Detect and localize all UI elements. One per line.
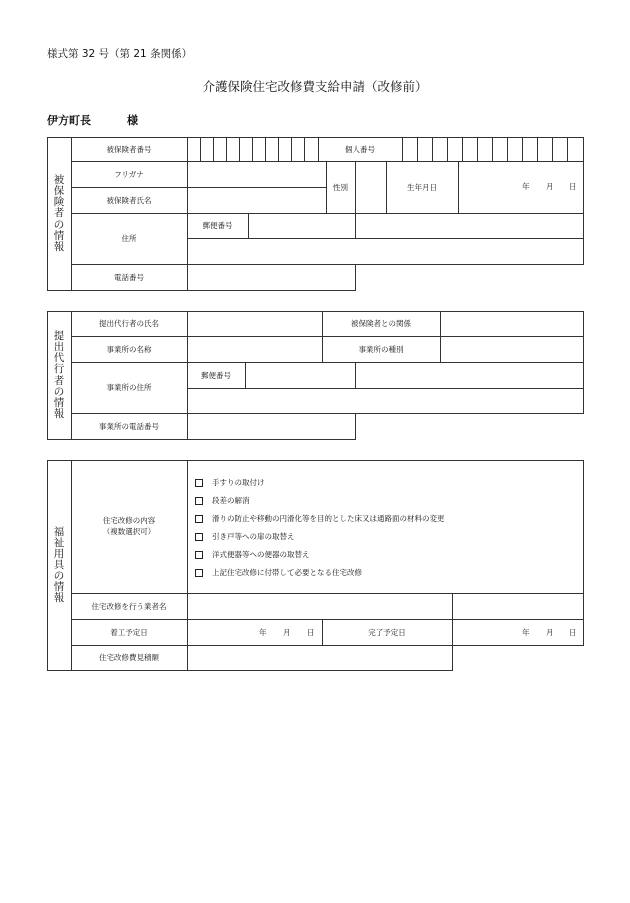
checkbox-icon[interactable] — [195, 551, 203, 559]
agent-name-field[interactable] — [188, 312, 322, 336]
office-postal-label: 郵便番号 — [201, 370, 231, 380]
end-date-field[interactable] — [453, 620, 583, 645]
postal-code-label: 郵便番号 — [202, 221, 233, 230]
checkbox-icon[interactable] — [195, 533, 203, 541]
end-day-unit: 日 — [569, 628, 577, 637]
insured-side-label: 被 保 険 者 の 情 報 — [53, 174, 65, 253]
estimate-field[interactable] — [188, 646, 452, 670]
checkbox-icon[interactable] — [195, 515, 203, 523]
office-phone-label: 事業所の電話番号 — [99, 421, 159, 431]
estimate-label: 住宅改修費見積額 — [99, 653, 159, 662]
postal-code-field[interactable] — [249, 214, 355, 238]
address-label: 住所 — [121, 234, 137, 243]
insured-number-label: 被保険者番号 — [106, 144, 152, 154]
option-floor-material[interactable]: 滑りの防止や移動の円滑化等を目的とした床又は通路面の材料の変更 — [195, 513, 445, 524]
addressee: 伊方町長 — [47, 114, 91, 127]
option-handrail[interactable]: 手すりの取付け — [195, 477, 265, 488]
personal-number-field[interactable] — [403, 138, 583, 161]
relation-field[interactable] — [441, 312, 583, 336]
honorific: 様 — [127, 114, 138, 127]
end-month-unit: 月 — [546, 628, 554, 637]
renovation-side-label: 福 祉 用 具 の 情 報 — [53, 525, 65, 605]
gender-label: 性別 — [333, 182, 348, 192]
birth-year-unit: 年 — [522, 182, 530, 191]
insured-name-label: 被保険者氏名 — [106, 195, 152, 205]
personal-number-label: 個人番号 — [345, 144, 375, 154]
office-type-field[interactable] — [441, 337, 583, 362]
start-date-label: 着工予定日 — [110, 627, 148, 637]
relation-label: 被保険者との関係 — [351, 319, 411, 328]
office-postal-field[interactable] — [246, 363, 355, 388]
start-date-field[interactable] — [188, 620, 322, 645]
furigana-label: フリガナ — [114, 169, 144, 179]
checkbox-icon[interactable] — [195, 569, 203, 577]
renovation-content-label: 住宅改修の内容 （複数選択可） — [102, 516, 156, 536]
phone-field[interactable] — [188, 265, 355, 290]
office-name-field[interactable] — [188, 337, 322, 362]
start-month-unit: 月 — [283, 628, 291, 637]
start-day-unit: 日 — [307, 628, 315, 637]
form-number: 様式第 32 号（第 21 条関係） — [47, 48, 193, 60]
start-year-unit: 年 — [259, 628, 267, 637]
birth-day-unit: 日 — [569, 182, 577, 191]
option-western-toilet[interactable]: 洋式便器等への便器の取替え — [195, 549, 310, 560]
office-type-label: 事業所の種別 — [358, 344, 404, 354]
birthdate-field[interactable] — [459, 162, 583, 213]
agent-name-label: 提出代行者の氏名 — [99, 319, 159, 328]
contractor-label: 住宅改修を行う業者名 — [91, 601, 167, 611]
office-name-label: 事業所の名称 — [106, 344, 152, 354]
phone-label: 電話番号 — [114, 272, 144, 282]
agent-side-label: 提 出 代 行 者 の 情 報 — [53, 330, 65, 420]
insured-name-field[interactable] — [188, 188, 326, 213]
address-field[interactable] — [188, 239, 583, 264]
office-address-field[interactable] — [188, 389, 583, 413]
option-ancillary-work[interactable]: 上記住宅改修に付帯して必要となる住宅改修 — [195, 567, 362, 578]
option-step-removal[interactable]: 段差の解消 — [195, 495, 250, 506]
checkbox-icon[interactable] — [195, 497, 203, 505]
birth-month-unit: 月 — [546, 182, 554, 191]
office-phone-field[interactable] — [188, 414, 355, 439]
contractor-field[interactable] — [188, 594, 452, 619]
furigana-field[interactable] — [188, 162, 326, 187]
birthdate-label: 生年月日 — [407, 182, 437, 192]
insured-number-field[interactable] — [188, 138, 326, 161]
option-sliding-door[interactable]: 引き戸等への扉の取替え — [195, 531, 295, 542]
checkbox-icon[interactable] — [195, 479, 203, 487]
page-title: 介護保険住宅改修費支給申請（改修前） — [202, 79, 428, 94]
office-address-label: 事業所の住所 — [106, 383, 152, 392]
end-year-unit: 年 — [522, 628, 530, 637]
gender-field[interactable] — [356, 162, 386, 213]
end-date-label: 完了予定日 — [368, 627, 406, 637]
